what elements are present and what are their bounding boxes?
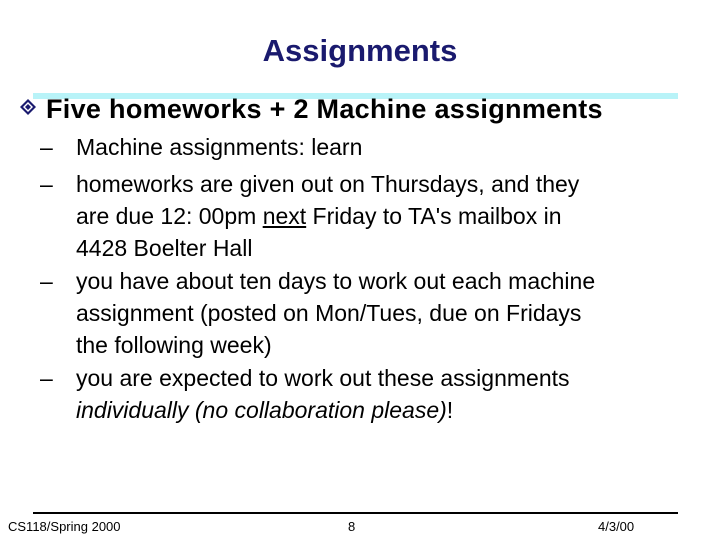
sub-item-text: ! [446,397,454,423]
footer-page-number: 8 [348,519,356,534]
sub-item-text: you are expected to work out these assignments [76,365,570,391]
sub-item-continuation [40,200,710,232]
footer-rule [33,512,678,514]
diamond-bullet-icon [20,99,36,115]
footer-course: CS118/Spring 2000 [8,519,121,534]
sub-item-continuation: the following week) [76,332,272,358]
sub-item-continuation [40,394,710,426]
sub-item-continuation: assignment (posted on Mon/Tues, due on Fridays [76,300,582,326]
footer-date: 4/3/00 [598,519,635,534]
sub-item-dash: – [40,268,53,294]
sub-item-individually [40,362,710,426]
sub-item-text: Friday to TA's mailbox in [306,203,562,229]
main-bullet [20,89,603,129]
sub-item-dash: – [40,134,53,160]
sub-item-text: are due 12: 00pm [76,203,263,229]
sub-item-dash: – [40,365,53,391]
sub-item-text: Machine assignments: learn [76,134,363,160]
sub-item-machine-assignments [40,131,710,163]
sub-item-ten-days [40,265,710,361]
slide-title: Assignments [262,33,458,68]
sub-item-dash: – [40,171,53,197]
sub-item-text: you have about ten days to work out each machine [76,268,596,294]
sub-item-continuation: 4428 Boelter Hall [76,235,253,261]
sub-item-text: homeworks are given out on Thursdays, and they [76,171,580,197]
underlined-next: next [262,203,307,229]
italic-individually: individually (no collaboration please) [76,397,447,423]
sub-item-homeworks [40,168,710,264]
main-bullet-text: Five homeworks + 2 Machine assignments [46,93,603,124]
